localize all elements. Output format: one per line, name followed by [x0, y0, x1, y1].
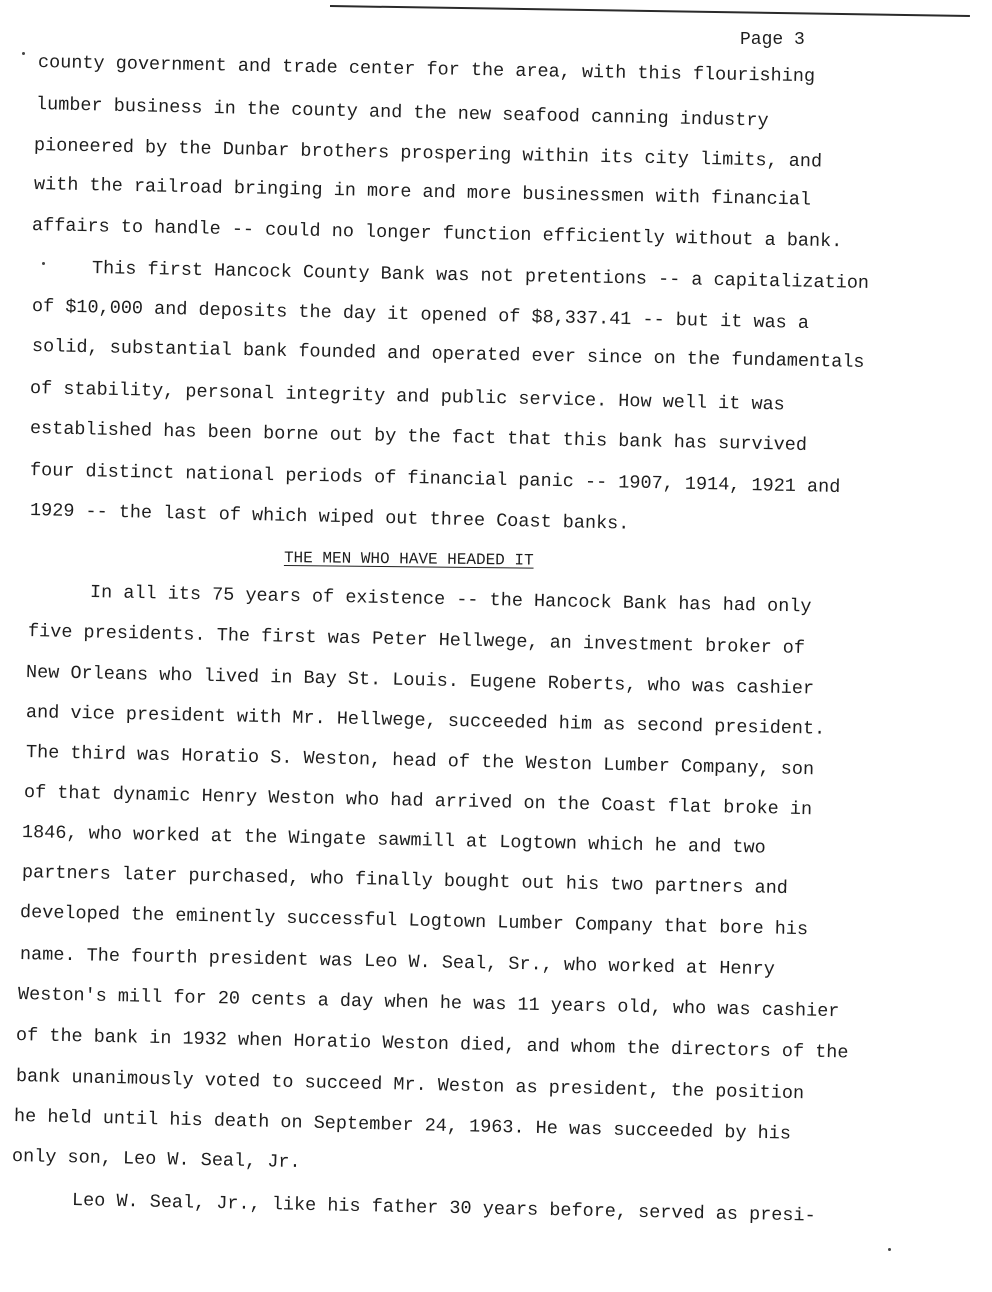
text-line: of $10,000 and deposits the day it opened of $8,337.41 -- but it was a — [31, 296, 810, 334]
text-line: Weston's mill for 20 cents a day when he was 11 years old, who was cashier — [17, 984, 840, 1023]
text-line: of stability, personal integrity and public service. How well it was — [29, 378, 785, 416]
text-line: bank unanimously voted to succeed Mr. Weston as president, the position — [15, 1066, 805, 1105]
top-rule — [330, 5, 970, 17]
text-line: The third was Horatio S. Weston, head of the Weston Lumber Company, son — [25, 742, 815, 781]
text-line: 1846, who worked at the Wingate sawmill at Logtown which he and two — [21, 822, 766, 859]
text-line: only son, Leo W. Seal, Jr. — [11, 1146, 301, 1174]
text-line: four distinct national periods of financial panic -- 1907, 1914, 1921 and — [29, 460, 841, 498]
text-line: developed the eminently successful Logtown Lumber Company that bore his — [19, 902, 809, 941]
section-heading: THE MEN WHO HAVE HEADED IT — [283, 549, 534, 570]
text-line: partners later purchased, who finally bought out his two partners and — [21, 862, 789, 900]
text-line: lumber business in the county and the new seafood canning industry — [35, 94, 769, 132]
text-line: five presidents. The first was Peter Hellwege, an investment broker of — [27, 621, 806, 659]
text-line: he held until his death on September 24, 1963. He was succeeded by his — [13, 1106, 792, 1145]
text-line: pioneered by the Dunbar brothers prospering within its city limits, and — [33, 135, 823, 173]
text-line: with the railroad bringing in more and more businessmen with financial — [33, 174, 812, 211]
scan-speck — [42, 262, 45, 265]
scan-speck — [22, 52, 25, 55]
text-line: of that dynamic Henry Weston who had arrived on the Coast flat broke in — [23, 782, 813, 821]
text-line: of the bank in 1932 when Horatio Weston died, and whom the directors of the — [15, 1025, 849, 1064]
text-line: solid, substantial bank founded and operated ever since on the fundamentals — [31, 336, 865, 373]
text-line: county government and trade center for the area, with this flourishing — [37, 52, 816, 88]
text-line: In all its 75 years of existence -- the Hancock Bank has had only — [89, 582, 812, 618]
text-line: established has been borne out by the fact that this bank has survived — [29, 418, 808, 456]
text-line: 1929 -- the last of which wiped out three Coast banks. — [29, 500, 630, 535]
text-line: New Orleans who lived in Bay St. Louis. Eugene Roberts, who was cashier — [25, 662, 815, 700]
text-line: This first Hancock County Bank was not pretentions -- a capitalization — [91, 258, 870, 294]
text-line: affairs to handle -- could no longer function efficiently without a bank. — [31, 215, 843, 253]
text-line: and vice president with Mr. Hellwege, succeeded him as second president. — [25, 702, 826, 740]
page-number: Page 3 — [740, 30, 805, 50]
scan-speck — [888, 1248, 891, 1251]
text-line: Leo W. Seal, Jr., like his father 30 years before, served as presi- — [71, 1190, 816, 1227]
text-line: name. The fourth president was Leo W. Seal, Sr., who worked at Henry — [19, 944, 776, 981]
